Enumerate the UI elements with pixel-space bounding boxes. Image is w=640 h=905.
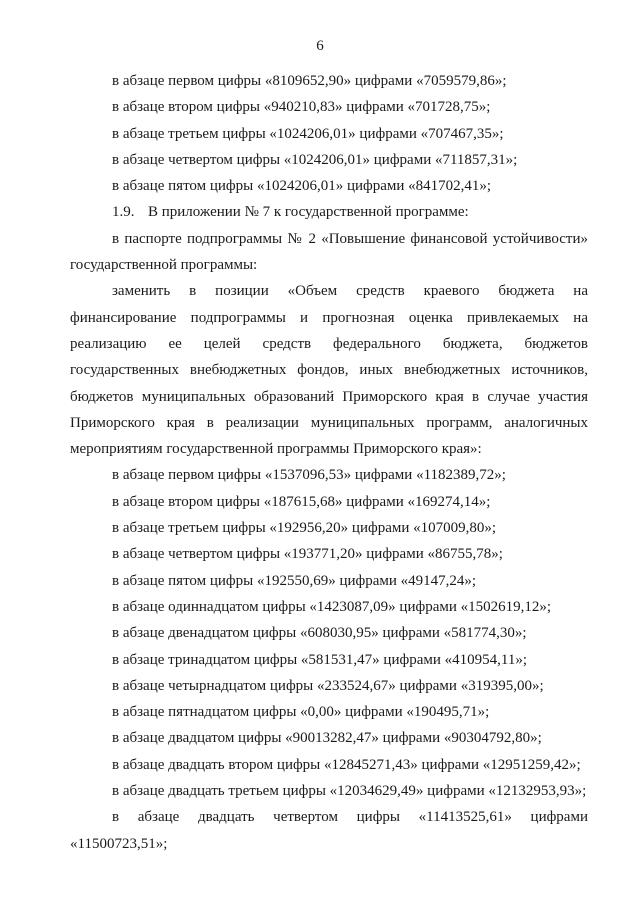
last-paragraph-line2: «11500723,51»; <box>70 835 168 852</box>
paragraph: в абзаце двенадцатом цифры «608030,95» цифрами «581774,30»; <box>112 625 527 642</box>
paragraph: в абзаце четвертом цифры «193771,20» цифрами «86755,78»; <box>112 546 503 563</box>
document-body <box>70 68 588 857</box>
paragraph: в абзаце втором цифры «187615,68» цифрами «169274,14»; <box>112 493 491 510</box>
paragraph: в абзаце первом цифры «1537096,53» цифрами «1182389,72»; <box>112 467 506 484</box>
paragraph: в абзаце четырнадцатом цифры «233524,67» цифрами «319395,00»; <box>112 677 544 694</box>
section-number: 1.9. <box>112 204 135 221</box>
paragraph: в абзаце одиннадцатом цифры «1423087,09» цифрами «1502619,12»; <box>112 598 552 615</box>
section-text: В приложении № 7 к государственной программе: <box>148 204 469 221</box>
paragraph: в абзаце втором цифры «940210,83» цифрами «701728,75»; <box>112 99 491 116</box>
paragraph: в абзаце тринадцатом цифры «581531,47» цифрами «410954,11»; <box>112 651 527 668</box>
last-paragraph-line1: в абзаце двадцать четвертом цифры «11413525,61» цифрами <box>112 809 588 826</box>
paragraph: в абзаце двадцать втором цифры «12845271,43» цифрами «12951259,42»; <box>112 756 581 773</box>
paragraph: в абзаце пятом цифры «1024206,01» цифрами «841702,41»; <box>112 178 492 195</box>
paragraph: в абзаце пятнадцатом цифры «0,00» цифрами «190495,71»; <box>112 704 490 721</box>
paragraph: в абзаце двадцатом цифры «90013282,47» цифрами «90304792,80»; <box>112 730 542 747</box>
paragraph: в абзаце пятом цифры «192550,69» цифрами «49147,24»; <box>112 572 477 589</box>
passport-paragraph: в паспорте подпрограммы № 2 «Повышение финансовой устойчивости» государственной программы: <box>70 230 588 274</box>
paragraph: в абзаце третьем цифры «1024206,01» цифрами «707467,35»; <box>112 125 504 142</box>
replace-paragraph: заменить в позиции «Объем средств краевого бюджета на финансирование подпрограммы и прогнозная оценка привлекаемых на реализацию ее целей средств федерального бюджета, бюджетов государственных внебюджетных фондов, иных внебюджетных источников, бюджетов муниципальных образований Приморского края в случае участия Приморского края в реализации муниципальных программ, аналогичных мероприятиям государственной программы Приморского края»: <box>70 283 588 458</box>
section-heading <box>70 199 588 225</box>
paragraph: в абзаце третьем цифры «192956,20» цифрами «107009,80»; <box>112 520 497 537</box>
paragraph: в абзаце двадцать третьем цифры «12034629,49» цифрами «12132953,93»; <box>112 783 587 800</box>
paragraph: в абзаце четвертом цифры «1024206,01» цифрами «711857,31»; <box>112 151 518 168</box>
paragraph: в абзаце первом цифры «8109652,90» цифрами «7059579,86»; <box>112 73 507 89</box>
page-number: 6 <box>316 38 324 54</box>
